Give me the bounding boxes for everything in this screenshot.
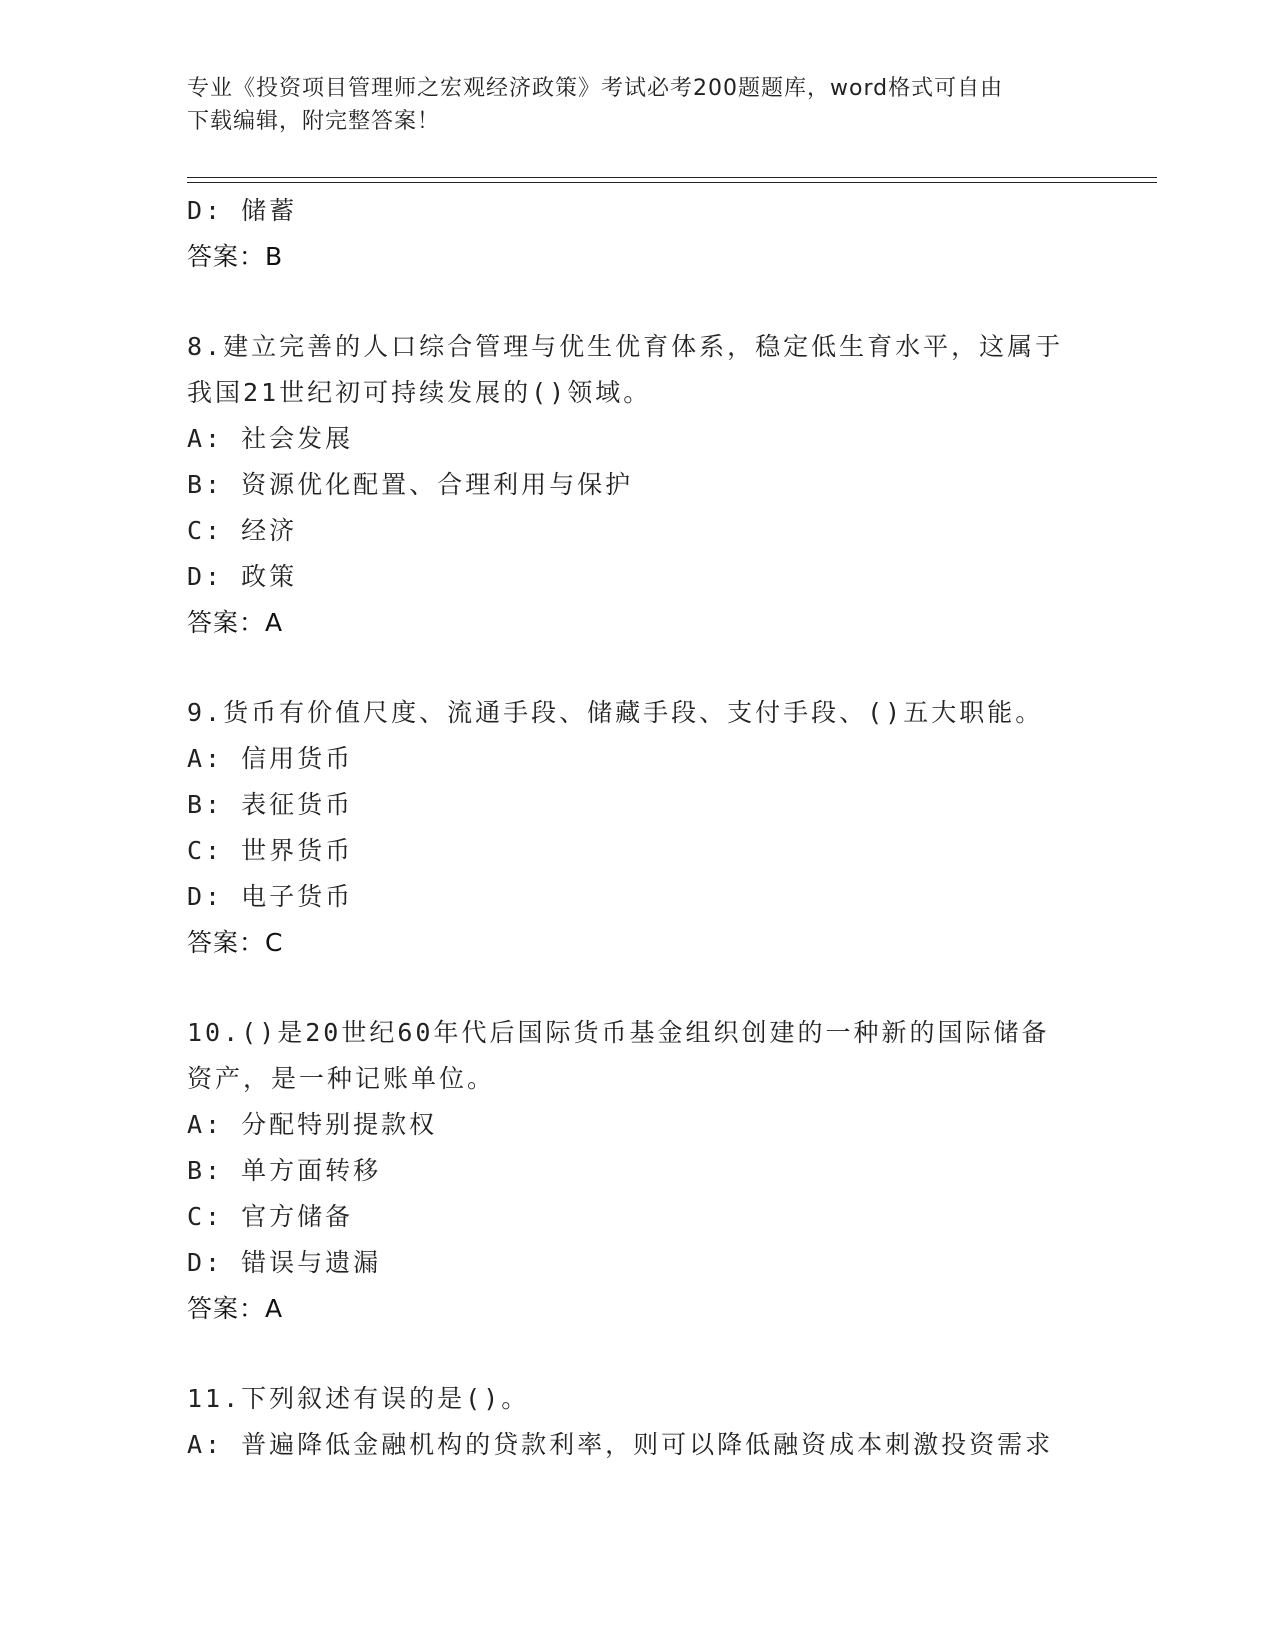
option-text: 错误与遗漏: [241, 1248, 382, 1277]
header-line-1: 专业《投资项目管理师之宏观经济政策》考试必考200题题库，word格式可自由: [187, 76, 1004, 101]
option-key: C:: [187, 836, 224, 865]
option-c: [187, 1194, 1087, 1240]
option-key: B:: [187, 470, 224, 499]
answer-line: 答案：C: [187, 928, 284, 957]
option-text: 表征货币: [241, 790, 354, 819]
option-text: 电子货币: [241, 882, 354, 911]
option-key: A:: [187, 1110, 224, 1139]
option-key: A:: [187, 744, 224, 773]
option-b: [187, 782, 1087, 828]
question-stem: 10.()是20世纪60年代后国际货币基金组织创建的一种新的国际储备资产，是一种记账单位。: [187, 1018, 1050, 1093]
option-key: C:: [187, 516, 224, 545]
option-text: 官方储备: [241, 1202, 354, 1231]
option-key: D:: [187, 882, 224, 911]
option-a: [187, 416, 1087, 462]
option-key: D:: [187, 562, 224, 591]
question-8: [187, 324, 1087, 646]
header-divider-top: [187, 177, 1157, 178]
option-text: 储蓄: [241, 196, 298, 225]
option-key: A:: [187, 1430, 224, 1459]
question-stem: 9.货币有价值尺度、流通手段、储藏手段、支付手段、()五大职能。: [187, 698, 1044, 727]
question-10: [187, 1010, 1087, 1332]
answer-line: 答案：B: [187, 242, 284, 271]
answer-line: 答案：A: [187, 608, 284, 637]
option-b: [187, 462, 1087, 508]
option-a: [187, 1422, 1087, 1468]
option-key: D:: [187, 196, 224, 225]
option-a: [187, 736, 1087, 782]
option-text: 经济: [241, 516, 298, 545]
option-key: B:: [187, 1156, 224, 1185]
option-text: 资源优化配置、合理利用与保护: [241, 470, 634, 499]
question-list: [187, 188, 1087, 1468]
option-b: [187, 1148, 1087, 1194]
option-text: 世界货币: [241, 836, 354, 865]
option-text: 信用货币: [241, 744, 354, 773]
option-d: [187, 1240, 1087, 1286]
option-text: 政策: [241, 562, 298, 591]
question-7-tail: [187, 188, 1087, 280]
option-key: D:: [187, 1248, 224, 1277]
answer-line: 答案：A: [187, 1294, 284, 1323]
question-11: [187, 1376, 1087, 1468]
option-text: 普遍降低金融机构的贷款利率，则可以降低融资成本刺激投资需求: [241, 1430, 1054, 1459]
option-key: A:: [187, 424, 224, 453]
option-key: B:: [187, 790, 224, 819]
option-c: [187, 828, 1087, 874]
option-text: 社会发展: [241, 424, 354, 453]
option-d: [187, 874, 1087, 920]
option-text: 分配特别提款权: [241, 1110, 438, 1139]
header-line-2: 下载编辑，附完整答案！: [187, 109, 441, 134]
question-stem: 8.建立完善的人口综合管理与优生优育体系，稳定低生育水平，这属于我国21世纪初可持续发展的()领域。: [187, 332, 1064, 407]
header-divider-bottom: [187, 182, 1157, 183]
option-a: [187, 1102, 1087, 1148]
option-d: [187, 188, 1087, 234]
option-c: [187, 508, 1087, 554]
question-stem: 11.下列叙述有误的是()。: [187, 1384, 530, 1413]
option-key: C:: [187, 1202, 224, 1231]
option-d: [187, 554, 1087, 600]
document-header: [187, 72, 1087, 138]
question-9: [187, 690, 1087, 966]
option-text: 单方面转移: [241, 1156, 382, 1185]
